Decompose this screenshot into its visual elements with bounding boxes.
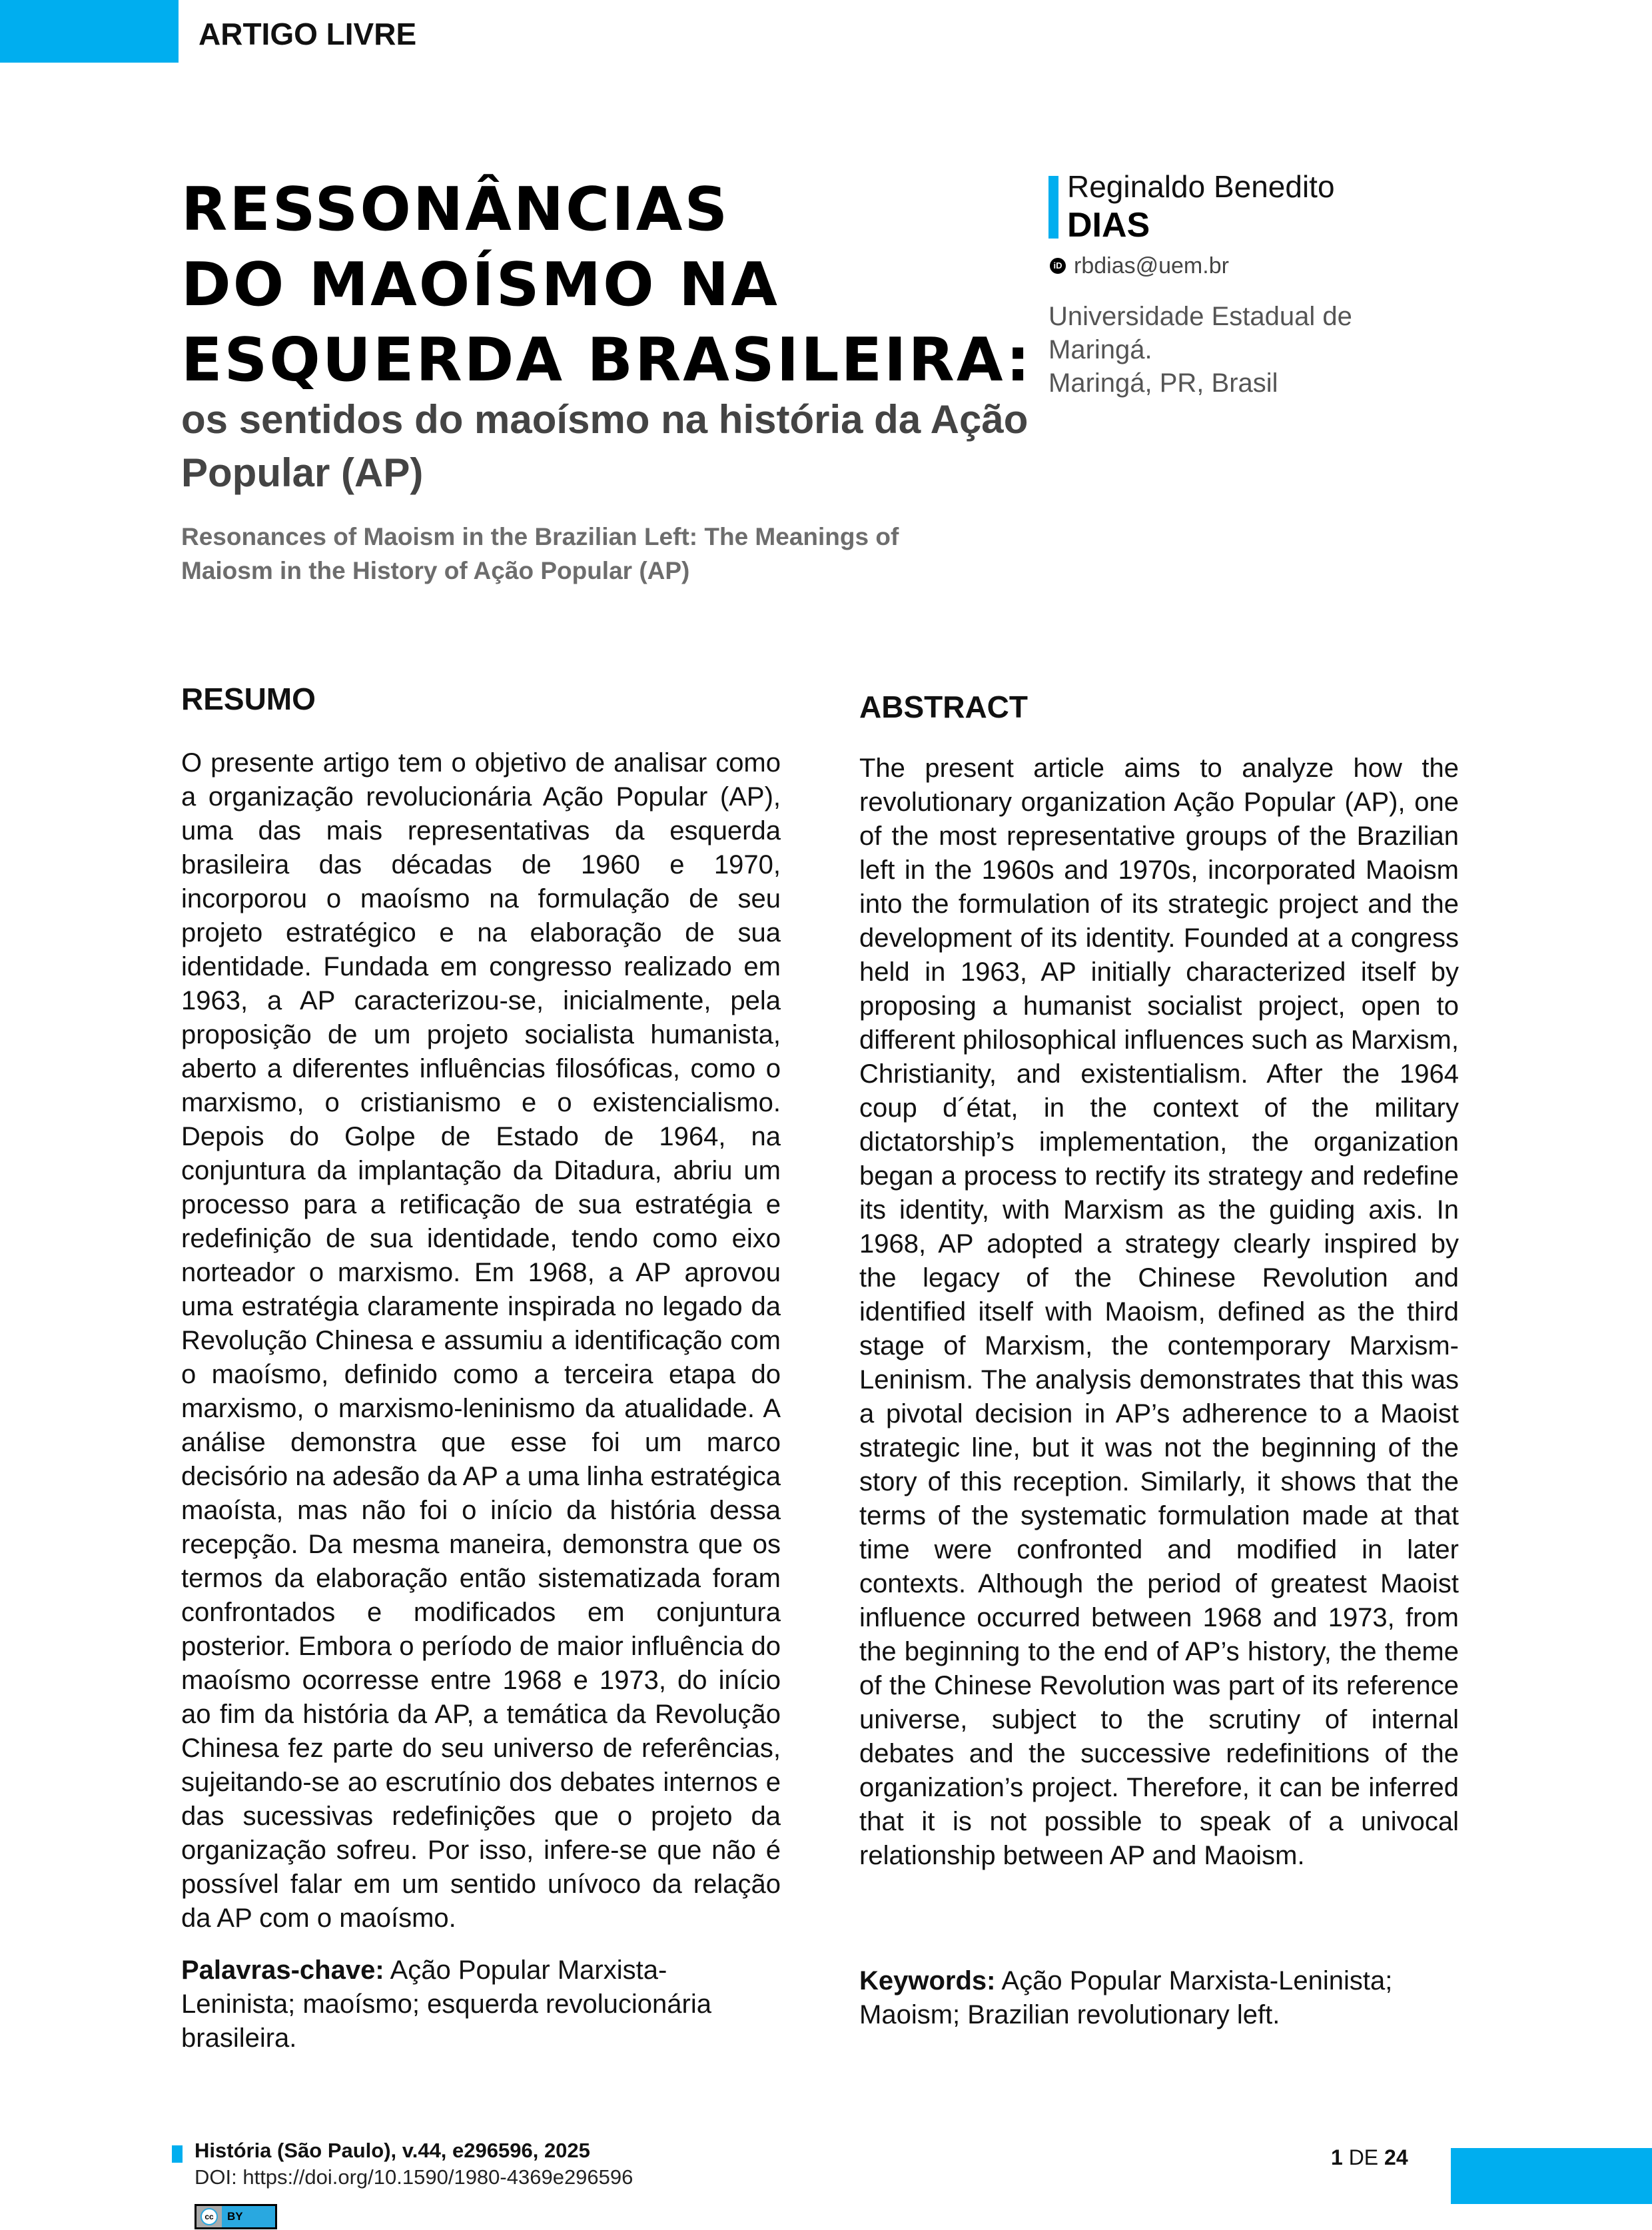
article-subtitle: os sentidos do maoísmo na história da Ação Popular (AP) <box>181 397 1029 495</box>
affiliation-line: Maringá. <box>1048 335 1152 364</box>
author-affiliation <box>1048 300 1448 400</box>
affiliation-line: Universidade Estadual de <box>1048 302 1352 331</box>
header-accent-block <box>0 0 179 63</box>
footer-accent-square <box>172 2145 183 2163</box>
keywords-label: Palavras-chave: <box>181 1955 384 1985</box>
english-title: Resonances of Maoism in the Brazilian Left: The Meanings of Maiosm in the History of Ação Popular (AP) <box>181 523 899 584</box>
author-accent-bar <box>1048 176 1058 239</box>
author-first-name: Reginaldo Benedito <box>1067 169 1335 204</box>
resumo-text: O presente artigo tem o objetivo de analisar como a organização revolucionária Ação Popular (AP), uma das mais representativas da esquerda brasileira das décadas de 1960 e 1970, incorporou o maoísmo na formulação de seu projeto estratégico e na elaboração de sua identidade. Fundada em congresso realizado em 1963, a AP caracterizou-se, inicialmente, pela proposição de um projeto socialista humanista, aberto a diferentes influências filosóficas, como o marxismo, o cristianismo e o existencialismo. Depois do Golpe de Estado de 1964, na conjuntura da implantação da Ditadura, abriu um processo para a retificação de sua estratégia e redefinição de sua identidade, tendo como eixo norteador o marxismo. Em 1968, a AP aprovou uma estratégia claramente inspirada no legado da Revolução Chinesa e assumiu a identificação com o maoísmo, definido como a terceira etapa do marxismo, o marxismo-leninismo da atualidade. A análise demonstra que esse foi um marco decisório na adesão da AP a uma linha estratégica maoísta, mas não foi o início da história dessa recepção. Da mesma maneira, demonstra que os termos da elaboração então sistematizada foram confrontados e modificados em conjuntura posterior. Embora o período de maior influência do maoísmo ocorresse entre 1968 e 1973, do início ao fim da história da AP, a temática da Revolução Chinesa fez parte do seu universo de referências, sujeitando-se ao escrutínio dos debates internos e das sucessivas redefinições que o projeto da organização sofreu. Por isso, infere-se que não é possível falar em um sentido unívoco da relação da AP com o maoísmo. <box>181 748 781 1933</box>
keywords-label: Keywords: <box>859 1966 996 1995</box>
journal-citation: História (São Paulo), v.44, e296596, 2025 <box>195 2139 590 2162</box>
abstract-keywords <box>859 1964 1459 2032</box>
affiliation-line: Maringá, PR, Brasil <box>1048 368 1278 398</box>
title-line: ESQUERDA BRASILEIRA: <box>181 325 1032 395</box>
section-label: ARTIGO LIVRE <box>199 17 417 51</box>
footer-accent-block <box>1451 2148 1652 2204</box>
abstract-text: The present article aims to analyze how the revolutionary organization Ação Popular (AP), one of the most representative groups of the Brazilian left in the 1960s and 1970s, incorporated Maoism into the formulation of its strategic project and the development of its identity. Founded at a congress held in 1963, AP initially characterized itself by proposing a humanist socialist project, open to different philosophical influences such as Marxism, Christianity, and existentialism. After the 1964 coup d´état, in the context of the military dictatorship’s implementation, the organization began a process to rectify its strategy and redefine its identity, with Marxism as the guiding axis. In 1968, AP adopted a strategy clearly inspired by the legacy of the Chinese Revolution and identified itself with Maoism, defined as the third stage of Marxism, the contemporary Marxism-Leninism. The analysis demonstrates that this was a pivotal decision in AP’s adherence to a Maoist strategic line, but it was not the beginning of the story of this reception. Similarly, it shows that the terms of the systematic formulation made at that time were confronted and modified in later contexts. Although the period of greatest Maoist influence occurred between 1968 and 1973, from the beginning to the end of AP’s history, the theme of the Chinese Revolution was part of its reference universe, subject to the scrutiny of internal debates and the successive redefinitions of the organization’s project. Therefore, it can be inferred that it is not possible to speak of a univocal relationship between AP and Maoism. <box>859 754 1459 1870</box>
page-separator: DE <box>1348 2145 1379 2169</box>
cc-icon: cc <box>201 2208 218 2225</box>
abstract-heading: ABSTRACT <box>859 690 1028 724</box>
doi-link[interactable]: DOI: https://doi.org/10.1590/1980-4369e296596 <box>195 2165 633 2189</box>
author-last-name: DIAS <box>1067 206 1150 245</box>
title-line: RESSONÂNCIAS <box>181 175 730 245</box>
resumo-heading: RESUMO <box>181 682 316 716</box>
page-current: 1 <box>1331 2145 1343 2169</box>
page-total: 24 <box>1384 2145 1408 2169</box>
resumo-keywords <box>181 1953 781 2055</box>
title-line: DO MAOÍSMO NA <box>181 250 779 320</box>
keywords-text: Ação Popular Marxista-Leninista; Maoism; Brazilian revolutionary left. <box>859 1966 1393 2029</box>
article-title <box>181 172 1047 398</box>
cc-icon-container <box>197 2206 222 2227</box>
orcid-icon[interactable]: iD <box>1050 258 1066 274</box>
keywords-text: Ação Popular Marxista-Leninista; maoísmo; esquerda revolucionária brasileira. <box>181 1955 711 2053</box>
by-label: BY <box>227 2210 243 2223</box>
cc-by-license-badge[interactable] <box>195 2204 277 2229</box>
page-number <box>1331 2145 1408 2170</box>
author-email[interactable]: rbdias@uem.br <box>1074 253 1229 279</box>
